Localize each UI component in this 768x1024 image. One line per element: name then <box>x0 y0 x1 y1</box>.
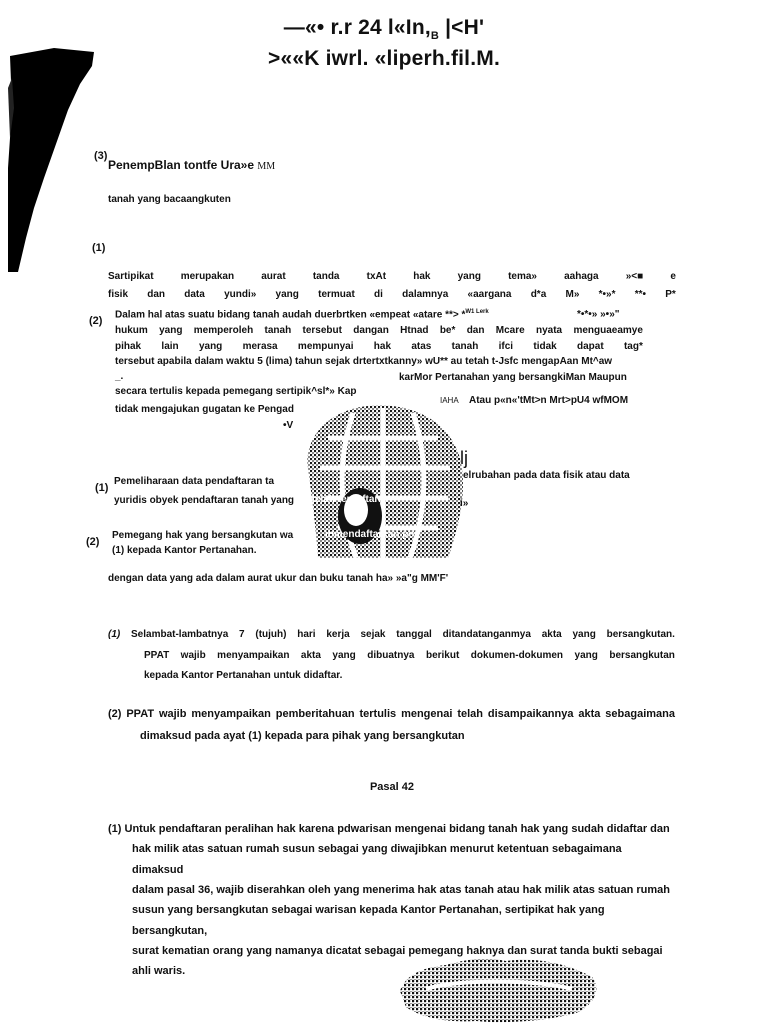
word: dokumen-dokumen <box>470 650 564 661</box>
word: atas <box>411 341 432 352</box>
word: tanah <box>264 325 292 336</box>
word: 7 <box>239 629 245 640</box>
word: yang <box>198 341 223 352</box>
word: merasa <box>242 341 278 352</box>
word: wajib <box>158 708 187 720</box>
paragraph-line: surat kematian orang yang namanya dicatat sebagai pemegang haknya dan surat tanda bukti sebagai <box>132 945 663 957</box>
title-text: —«• r.r 24 l«In, <box>283 16 431 39</box>
word: PPAT <box>144 650 170 661</box>
paragraph-line <box>115 325 643 336</box>
paragraph-line: hak milik atas satuan rumah susun sebagai yang diwajibkan menurut ketentuan sebagaimana <box>132 843 622 855</box>
heading-suffix: MM <box>257 161 276 172</box>
word: aurat <box>261 271 286 282</box>
paragraph-line: susun yang bersangkutan sebagai warisan kepada Kantor Pertanahan, sertipikat hak yang <box>132 904 605 916</box>
item-marker: (2) <box>86 536 100 548</box>
word: nyata <box>536 325 563 336</box>
word: **• <box>634 289 647 300</box>
paragraph-line: bersangkutan, <box>132 925 208 937</box>
word: akta <box>300 650 321 661</box>
word: hari <box>297 629 316 640</box>
word: yang <box>574 650 598 661</box>
line-text: Dalam hal atas suatu bidang tanah audah duerbrtken «empeat «atare **> * <box>115 309 466 321</box>
title-subscript: B <box>430 30 440 43</box>
word: M» <box>565 289 580 300</box>
document-title-line2: >««K iwrl. «liperh.fil.M. <box>268 47 500 70</box>
item-marker: (1) <box>95 482 109 494</box>
word: hukum <box>115 325 148 336</box>
word: menyampaikan <box>217 650 290 661</box>
section-heading <box>108 158 275 172</box>
word: menyampaikan <box>191 708 271 720</box>
paragraph-line: dimaksud <box>132 864 184 876</box>
word: tidak <box>533 341 557 352</box>
word: dapat <box>577 341 604 352</box>
superscript: W1 Lerk <box>465 309 489 315</box>
word: dan <box>147 289 166 300</box>
word: menguaeamye <box>573 325 643 336</box>
item-marker: (1) <box>92 242 106 254</box>
paragraph-line: (1) kepada Kantor Pertanahan. <box>112 545 257 556</box>
item-marker: (1) <box>108 629 121 640</box>
item-marker: (2) <box>89 315 103 327</box>
word: tag* <box>623 341 643 352</box>
word: yundi» <box>224 289 257 300</box>
paragraph-line <box>131 629 675 640</box>
word: yang <box>159 325 183 336</box>
word: pihak <box>115 341 142 352</box>
word: PPAT <box>126 708 155 720</box>
word: aahaga <box>564 271 599 282</box>
word: mengenai <box>401 708 453 720</box>
paragraph-line: Pemegang hak yang bersangkutan wa <box>112 530 294 541</box>
word: Htnad <box>400 325 429 336</box>
word: dalamnya <box>402 289 449 300</box>
heading-text: PenempBlan tontfe Ura»e <box>108 158 255 172</box>
word: sebagaimana <box>605 708 675 720</box>
item-marker: (3) <box>94 150 108 162</box>
paragraph-line: tersebut apabila dalam waktu 5 (lima) tahun sejak drtertxtkanny» wU** au tetah t-Jsfc mengapAan Mt^aw <box>115 356 613 367</box>
word: wajib <box>180 650 206 661</box>
word: P* <box>665 289 676 300</box>
paragraph-line: dimaksud pada ayat (1) kepada para pihak yang bersangkutan <box>140 730 465 742</box>
word: tanah <box>451 341 479 352</box>
subline-text: tanah yang bacaangkuten <box>108 194 231 205</box>
word: akta <box>541 629 562 640</box>
word: hak <box>373 341 392 352</box>
margin-mark: •V <box>283 420 294 431</box>
word: bersangkutan. <box>606 629 675 640</box>
paragraph-line: dengan data yang ada dalam aurat ukur dan buku tanah ha» »a"g MM'F' <box>108 573 449 584</box>
word: tanda <box>312 271 340 282</box>
line-fragment: *•*•» »•»" <box>577 309 620 320</box>
word: e <box>670 271 676 282</box>
scan-shadow-edge <box>8 48 94 272</box>
word: tersebut <box>302 325 342 336</box>
paragraph-line <box>115 341 643 352</box>
paragraph-line: tidak mengajukan gugatan ke Pengad <box>115 404 294 415</box>
word: merupakan <box>180 271 235 282</box>
word: bersangkutan <box>609 650 675 661</box>
word: (2) <box>108 708 122 720</box>
paragraph-line: dalam pasal 36, wajib diserahkan oleh yang menerima hak atas tanah atau hak milik atas satuan rumah <box>132 884 670 896</box>
word: hak <box>413 271 431 282</box>
bottom-seal-stamp <box>396 955 602 1024</box>
margin-mark: lj <box>460 448 468 468</box>
document-title-line1 <box>0 16 768 42</box>
word: fisik <box>108 289 129 300</box>
word: Selambat-lambatnya <box>131 629 229 640</box>
line-fragment: ~ telah terdaftar <box>303 494 379 505</box>
paragraph-line: (1) Untuk pendaftaran peralihan hak karena pdwarisan mengenai bidang tanah hak yang sudah didaftar dan <box>108 823 670 835</box>
word: d*a <box>530 289 547 300</box>
line-fragment: i» <box>460 498 469 509</box>
word: yang <box>332 650 356 661</box>
word: Sartipikat <box>108 271 154 282</box>
word: lain <box>161 341 179 352</box>
paragraph-line <box>108 289 676 300</box>
paragraph-line: yuridis obyek pendaftaran tanah yang <box>114 495 295 506</box>
word: ifci <box>498 341 514 352</box>
word: telah <box>457 708 483 720</box>
word: akta <box>578 708 601 720</box>
word: tertulis <box>359 708 397 720</box>
paragraph-line: Pemeliharaan data pendaftaran ta <box>114 476 275 487</box>
word: Mcare <box>495 325 525 336</box>
article-heading: Pasal 42 <box>369 781 415 793</box>
word: data <box>184 289 205 300</box>
paragraph-line <box>115 309 489 320</box>
paragraph-line: ahli waris. <box>132 965 186 977</box>
line-fragment: ibmendaftarkan per <box>325 529 418 540</box>
word: dan <box>466 325 485 336</box>
word: txAt <box>366 271 387 282</box>
word: (tujuh) <box>255 629 287 640</box>
line-fragment: karMor Pertanahan yang bersangkiMan Maupun <box>399 372 627 383</box>
word: yang <box>457 271 481 282</box>
word: kerja <box>326 629 350 640</box>
word: yang <box>275 289 299 300</box>
paragraph-line: _. <box>115 371 124 382</box>
line-fragment: elrubahan pada data fisik atau data <box>463 470 630 481</box>
word: tema» <box>508 271 537 282</box>
word: »<■ <box>625 271 644 282</box>
word: mempunyai <box>297 341 354 352</box>
word: «aargana <box>467 289 512 300</box>
word: tanggal <box>396 629 432 640</box>
word: memperoleh <box>193 325 254 336</box>
word: dangan <box>353 325 389 336</box>
word: disampaikannya <box>487 708 574 720</box>
line-fragment: Atau p«n«'tMt>n Mrt>pU4 wfMOM <box>469 395 629 406</box>
paragraph-line: secara tertulis kepada pemegang sertipik^sl*» Kap <box>115 386 357 397</box>
word: pemberitahuan <box>275 708 355 720</box>
word: ditandatanganmya <box>442 629 531 640</box>
word: termuat <box>318 289 355 300</box>
paragraph-line: kepada Kantor Pertanahan untuk didaftar. <box>144 670 343 681</box>
word: be* <box>439 325 456 336</box>
word: yang <box>572 629 596 640</box>
word: dibuatnya <box>367 650 415 661</box>
word: *•»* <box>598 289 616 300</box>
official-seal-stamp <box>298 398 468 568</box>
paragraph-line <box>108 271 676 282</box>
word: berikut <box>425 650 460 661</box>
title-tail: |<H' <box>439 16 485 39</box>
line-fragment: IAHA <box>440 396 459 405</box>
paragraph-line <box>108 708 675 720</box>
word: sejak <box>360 629 386 640</box>
word: di <box>374 289 383 300</box>
paragraph-line <box>144 650 675 661</box>
